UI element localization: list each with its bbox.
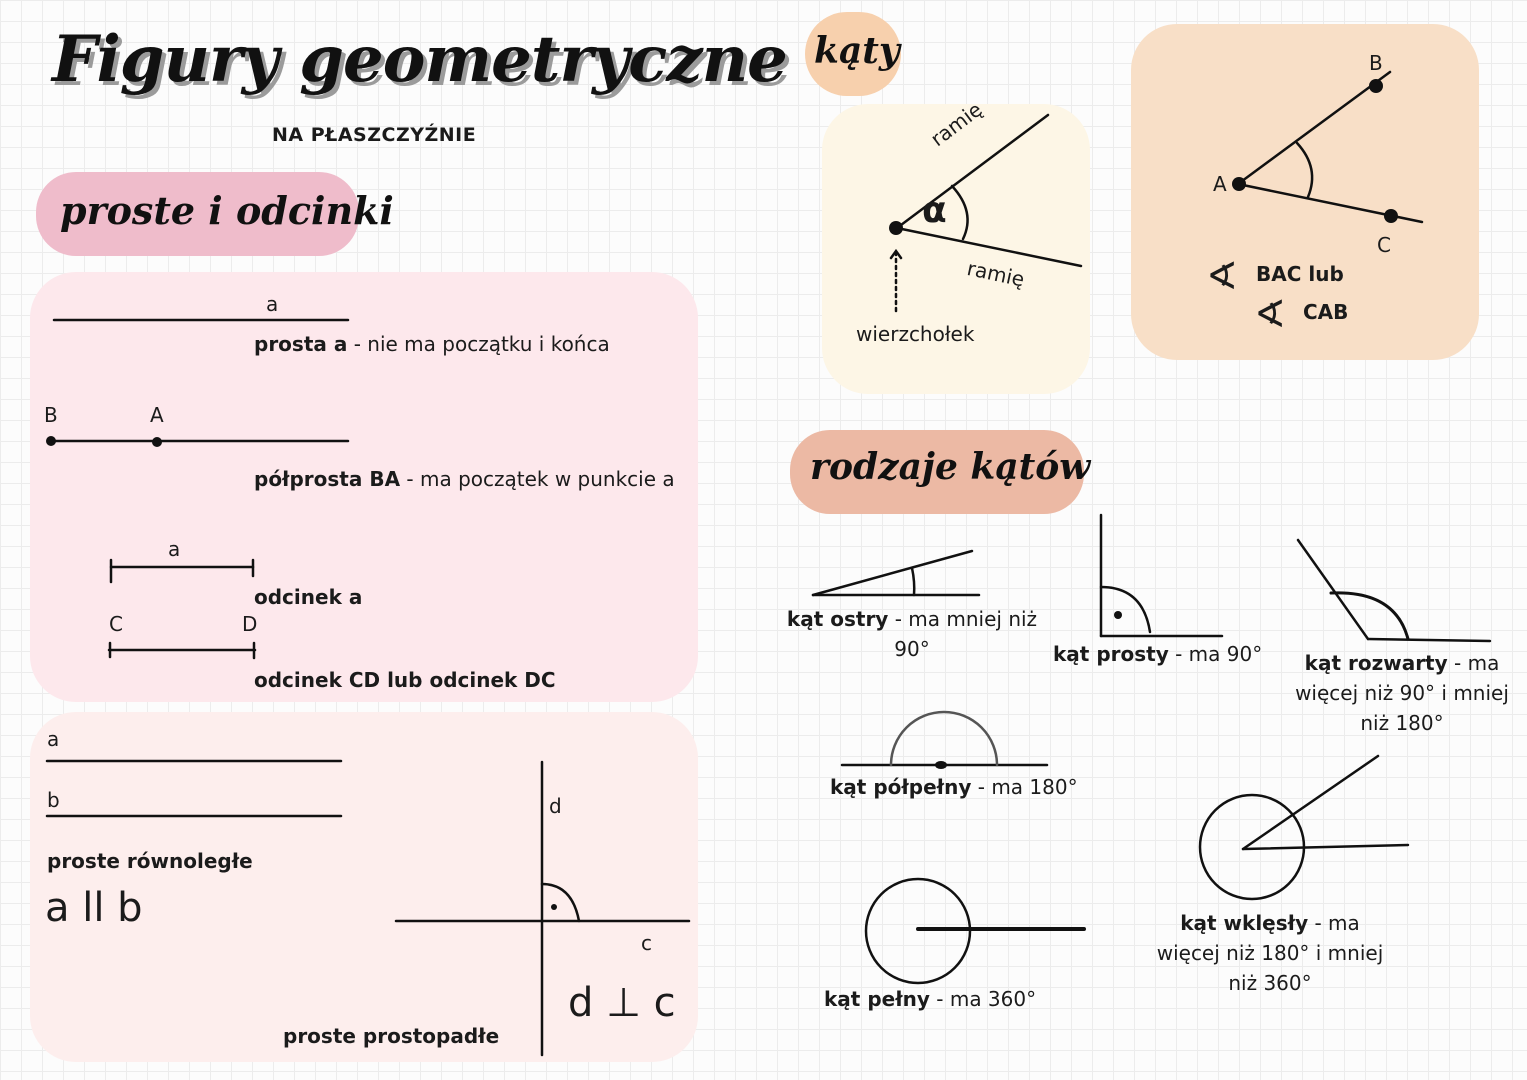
right-dot	[1114, 611, 1122, 619]
perp-term: proste prostopadłe	[283, 1024, 500, 1048]
naming-label-a: A	[1213, 172, 1227, 196]
arm-upper	[897, 115, 1048, 228]
obtuse-caption	[1286, 648, 1518, 738]
full-desc: - ma 360°	[929, 987, 1037, 1011]
obtuse-term: kąt rozwarty	[1304, 651, 1448, 675]
ray-caption	[254, 467, 675, 491]
vertex-label: wierzchołek	[856, 322, 975, 346]
naming-label-b: B	[1369, 51, 1383, 75]
reflex-term: kąt wklęsły	[1180, 911, 1309, 935]
reflex-desc-3: niż 360°	[1228, 971, 1312, 995]
naming-arc	[1297, 143, 1312, 197]
point-b	[46, 436, 56, 446]
ray-label-a: A	[150, 403, 164, 427]
reflex-arm-lower	[1243, 845, 1408, 849]
reflex-desc-2: więcej niż 180° i mniej	[1156, 941, 1384, 965]
acute-desc-1: - ma mniej niż	[888, 607, 1038, 631]
naming-point-a	[1232, 177, 1246, 191]
vertex-point	[889, 221, 903, 235]
angle-symbol-icon-2: ∢	[1254, 292, 1286, 336]
angle-name-1: BAC lub	[1256, 262, 1344, 286]
arm-lower-label: ramię	[965, 256, 1027, 292]
reflex-arm-upper	[1243, 756, 1378, 849]
alpha-symbol: α	[922, 190, 947, 231]
right-desc: - ma 90°	[1168, 642, 1263, 666]
segment-a-term: odcinek a	[254, 585, 363, 609]
perp-label-c: c	[641, 931, 652, 955]
right-caption	[1053, 642, 1262, 666]
perp-right-angle-arc	[542, 884, 579, 921]
ray-desc: - ma początek w punkcie a	[400, 467, 675, 491]
line-a-caption	[254, 332, 610, 356]
angle-name-2: CAB	[1303, 300, 1349, 324]
right-term: kąt prosty	[1053, 642, 1169, 666]
perp-label-d: d	[549, 794, 562, 818]
obtuse-arc	[1331, 593, 1408, 639]
arm-upper-label: ramię	[926, 97, 987, 152]
ray-ab	[1238, 72, 1390, 184]
alpha-arc	[952, 186, 968, 239]
straight-term: kąt półpełny	[830, 775, 972, 799]
reflex-desc-1: - ma	[1308, 911, 1360, 935]
page-title: Figury geometryczne	[52, 22, 787, 97]
full-caption	[824, 987, 1036, 1011]
section-heading-angles: kąty	[814, 30, 900, 72]
naming-label-c: C	[1377, 233, 1391, 257]
acute-term: kąt ostry	[786, 607, 889, 631]
page-subtitle: NA PŁASZCZYŹNIE	[272, 124, 477, 146]
naming-point-c	[1384, 209, 1398, 223]
perp-notation: d ⊥ c	[568, 980, 676, 1026]
ray-term: półprosta BA	[254, 467, 401, 491]
obtuse-arm-slanted	[1298, 540, 1368, 639]
acute-arc	[912, 568, 914, 595]
section-heading-lines: proste i odcinki	[60, 188, 394, 233]
acute-caption	[786, 604, 1038, 664]
parallel-label-b: b	[47, 788, 60, 812]
segment-cd-term: odcinek CD lub odcinek DC	[254, 668, 556, 692]
reflex-caption	[1150, 908, 1390, 998]
naming-point-b	[1369, 79, 1383, 93]
ray-label-b: B	[44, 403, 58, 427]
line-a-term: prosta a	[254, 332, 348, 356]
obtuse-desc-2: więcej niż 90° i mniej	[1295, 681, 1509, 705]
obtuse-desc-1: - ma	[1447, 651, 1500, 675]
acute-arm-upper	[813, 551, 972, 595]
straight-desc: - ma 180°	[971, 775, 1078, 799]
line-a-desc: - nie ma początku i końca	[347, 332, 610, 356]
right-arc	[1101, 587, 1150, 632]
point-a	[152, 437, 162, 447]
obtuse-desc-3: niż 180°	[1360, 711, 1444, 735]
straight-caption	[830, 775, 1078, 799]
obtuse-arm-bottom	[1368, 639, 1490, 641]
parallel-notation: a ll b	[45, 885, 143, 931]
full-term: kąt pełny	[824, 987, 930, 1011]
straight-vertex	[935, 761, 947, 769]
segment-label-c: C	[109, 612, 123, 636]
perp-right-angle-dot	[551, 904, 557, 910]
segment-label-d: D	[242, 612, 258, 636]
parallel-term: proste równoległe	[47, 849, 253, 873]
straight-arc	[891, 712, 997, 765]
line-a-label: a	[266, 292, 279, 316]
segment-a-label: a	[168, 537, 181, 561]
section-heading-angle-types: rodzaje kątów	[810, 446, 1091, 488]
parallel-label-a: a	[47, 727, 60, 751]
angle-symbol-icon-1: ∢	[1206, 254, 1238, 298]
acute-desc-2: 90°	[894, 637, 930, 661]
